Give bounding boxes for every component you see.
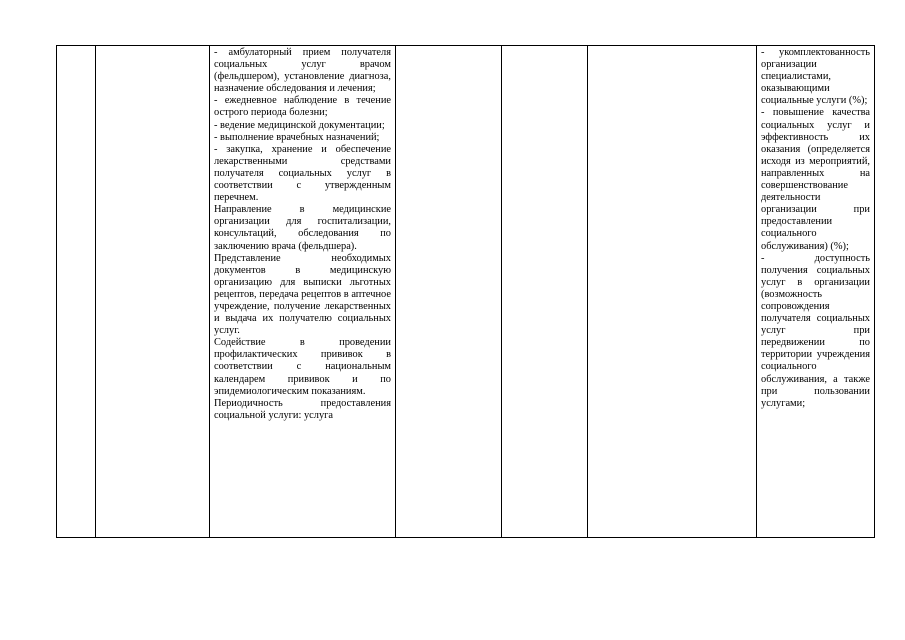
cell-quality-indicators [757,46,875,538]
description-line: Периодичность предоставления социальной услуги: услуга [214,397,391,421]
description-line: Содействие в проведении профилактических прививок в соответствии с национальным календарем прививок и по эпидемиологическим показаниям. [214,337,391,397]
cell-empty-6 [588,46,757,538]
description-line: - амбулаторный прием получателя социальных услуг врачом (фельдшером), установление диагноза, назначение обследования и лечения; [214,47,391,95]
service-description-text [214,47,391,422]
description-line: - ведение медицинской документации; [214,119,385,131]
indicator-line: - доступность получения социальных услуг в организации (возможность сопровождения получателя социальных услуг при передвижении по территории учреждения социального обслуживания, а также при пользовании услугами; [761,252,870,409]
cell-empty-5 [502,46,588,538]
description-line: Представление необходимых документов в медицинскую организацию для выписки льготных рецептов, передача рецептов в аптечное учреждение, получение лекарственных и выдача их получателю социальных услуг. [214,252,391,337]
services-table [56,45,875,538]
description-line: - ежедневное наблюдение в течение острого периода болезни; [214,95,391,119]
description-line: - выполнение врачебных назначений; [214,131,380,143]
cell-empty-4 [396,46,502,538]
cell-service-description [210,46,396,538]
description-line: Направление в медицинские организации для госпитализации, консультаций, обследования по заключению врача (фельдшера). [214,204,391,252]
cell-service-name [96,46,210,538]
description-line: - закупка, хранение и обеспечение лекарственными средствами получателя социальных услуг в соответствии с утвержденным перечнем. [214,143,391,204]
cell-number [57,46,96,538]
indicator-line: - укомплектованность организации специалистами, оказывающими социальные услуги (%); [761,47,870,107]
indicator-line: - повышение качества социальных услуг и эффективность их оказания (определяется исходя из мероприятий, направленных на совершенствование деятельности организации при предоставлении социального обслуживания) (%); [761,107,870,252]
table-row [57,46,875,538]
quality-indicators-text [761,47,870,410]
